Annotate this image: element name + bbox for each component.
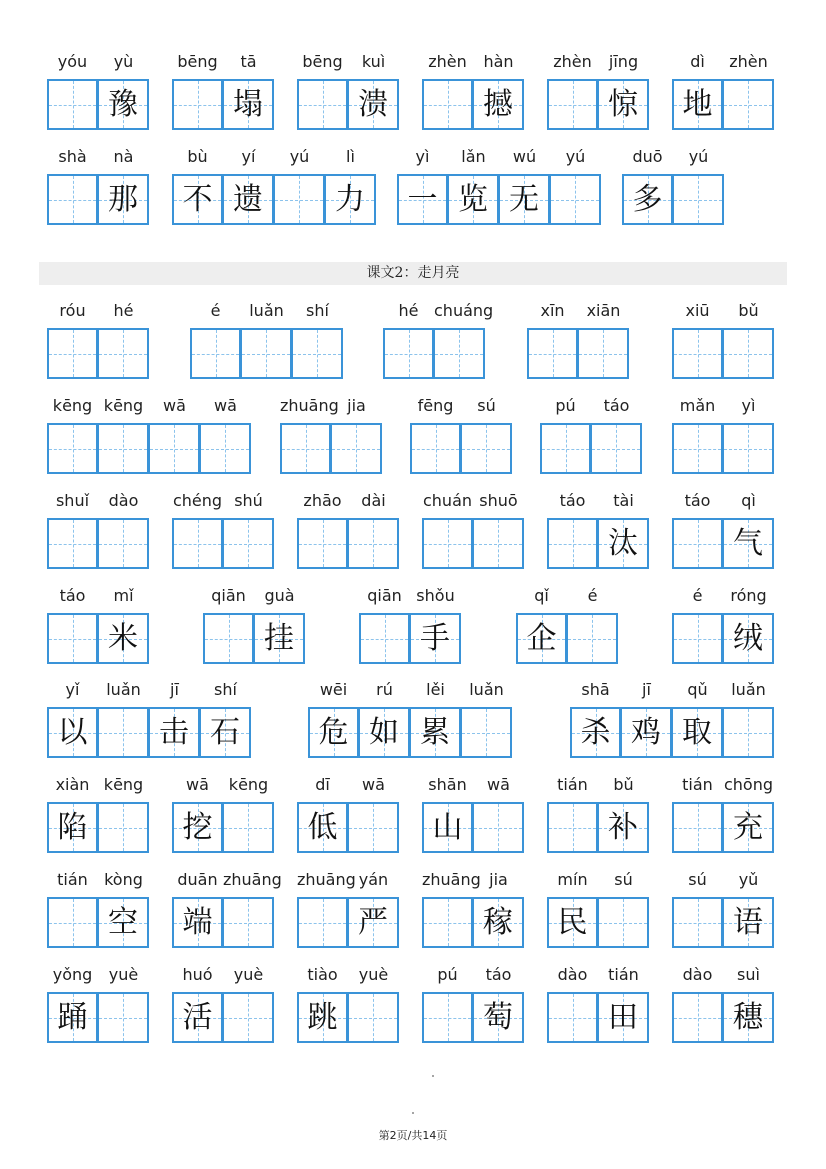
writing-cell-blank[interactable] [567,613,618,664]
writing-cell-blank[interactable] [359,613,410,664]
hanzi-character: 一 [407,181,438,217]
pinyin-label: é [210,301,221,320]
pinyin-label: xīn [540,301,565,320]
hanzi-character: 地 [682,86,713,122]
hanzi-character: 田 [608,999,638,1035]
pinyin-label: chōng [723,775,774,794]
hanzi-character: 多 [632,181,663,217]
writing-cell-blank[interactable] [331,423,382,474]
pinyin-label: jī [170,680,179,699]
pinyin-label: qǔ [687,680,708,699]
writing-cell-blank[interactable] [223,992,274,1043]
writing-cell-blank[interactable] [723,328,774,379]
pinyin-label: shuǐ [55,491,90,510]
pinyin-label: yóu [57,52,88,71]
pinyin-label: tā [240,52,257,71]
pinyin-label: róng [730,586,767,605]
writing-cell-blank[interactable] [672,328,723,379]
writing-cell-filled [422,802,473,853]
writing-cell-blank[interactable] [297,518,348,569]
pinyin-label: shuō [479,491,518,510]
writing-cell-blank[interactable] [422,897,473,948]
writing-cell-filled [672,707,723,758]
pinyin-label: dào [682,965,713,984]
pinyin-label: lǎn [461,147,486,166]
hanzi-character: 跳 [307,999,338,1035]
writing-cell-blank[interactable] [540,423,591,474]
hanzi-character: 萄 [483,999,513,1035]
writing-cell-blank[interactable] [383,328,434,379]
writing-cell-filled [723,992,774,1043]
writing-cell-blank[interactable] [461,423,512,474]
pinyin-label: xiàn [55,775,90,794]
pinyin-label: zhāo [303,491,342,510]
pinyin-label: xiū [685,301,710,320]
pinyin-label: huó [182,965,213,984]
pinyin-label: jia [347,396,366,415]
pinyin-label: luǎn [106,680,141,699]
hanzi-character: 稼 [483,904,513,940]
pinyin-label: táo [559,491,586,510]
writing-cell-blank[interactable] [47,897,98,948]
pinyin-label: rú [376,680,393,699]
writing-cell-filled [622,174,673,225]
pinyin-label: sú [477,396,496,415]
hanzi-character: 山 [432,809,463,845]
hanzi-character: 严 [358,904,388,940]
decorative-dot [432,1075,434,1077]
writing-cell-filled [499,174,550,225]
pinyin-label: shí [306,301,329,320]
pinyin-label: wā [362,775,385,794]
writing-cell-blank[interactable] [422,79,473,130]
hanzi-character: 不 [182,181,213,217]
pinyin-label: zhuāng [297,870,356,889]
writing-cell-filled [448,174,499,225]
hanzi-character: 豫 [108,86,138,122]
pinyin-label: yì [415,147,430,166]
pinyin-label: kēng [52,396,93,415]
pinyin-label: yǐ [65,680,80,699]
pinyin-label: bǔ [613,775,634,794]
pinyin-label: hé [398,301,419,320]
hanzi-character: 汰 [608,525,638,561]
hanzi-character: 手 [420,620,450,656]
writing-cell-blank[interactable] [47,174,98,225]
pinyin-label: wēi [319,680,348,699]
hanzi-character: 遗 [233,181,263,217]
pinyin-label: chuán [422,491,473,510]
writing-cell-filled [308,707,359,758]
pinyin-label: wú [512,147,537,166]
pinyin-label: bēng [302,52,343,71]
writing-cell-blank[interactable] [98,802,149,853]
writing-cell-blank[interactable] [473,518,524,569]
pinyin-label: mín [557,870,588,889]
pinyin-label: fēng [417,396,454,415]
pinyin-label: dào [108,491,139,510]
writing-cell-filled [47,802,98,853]
writing-cell-blank[interactable] [274,174,325,225]
pinyin-label: yì [741,396,756,415]
writing-cell-blank[interactable] [672,518,723,569]
hanzi-character: 充 [733,809,763,845]
pinyin-label: bù [187,147,208,166]
writing-cell-filled [598,518,649,569]
hanzi-character: 气 [733,525,763,561]
writing-cell-filled [47,707,98,758]
hanzi-character: 挂 [264,620,294,656]
hanzi-character: 绒 [733,620,763,656]
pinyin-label: róu [59,301,86,320]
pinyin-label: zhèn [428,52,467,71]
pinyin-label: bǔ [738,301,759,320]
writing-cell-blank[interactable] [47,518,98,569]
pinyin-label: wā [487,775,510,794]
writing-cell-blank[interactable] [203,613,254,664]
writing-cell-blank[interactable] [348,992,399,1043]
writing-cell-blank[interactable] [348,518,399,569]
hanzi-character: 空 [108,904,138,940]
writing-cell-filled [473,79,524,130]
writing-cell-filled [516,613,567,664]
hanzi-character: 端 [182,904,213,940]
writing-cell-blank[interactable] [591,423,642,474]
pinyin-label: é [692,586,703,605]
page-footer: 第2页/共14页 [378,1129,448,1142]
writing-cell-blank[interactable] [280,423,331,474]
writing-cell-filled [598,79,649,130]
hanzi-character: 如 [369,714,399,750]
decorative-dot [412,1112,414,1114]
hanzi-character: 危 [318,714,349,750]
writing-cell-blank[interactable] [672,992,723,1043]
pinyin-label: é [587,586,598,605]
writing-cell-blank[interactable] [98,328,149,379]
pinyin-label: kēng [103,396,144,415]
writing-cell-blank[interactable] [473,802,524,853]
writing-cell-filled [598,802,649,853]
hanzi-character: 无 [509,181,539,217]
section-heading: 课文2：走月亮 [39,262,787,285]
pinyin-label: yú [565,147,586,166]
hanzi-character: 企 [526,620,557,656]
pinyin-label: pú [437,965,458,984]
writing-cell-blank[interactable] [200,423,251,474]
writing-cell-filled [172,802,223,853]
pinyin-label: zhuāng [280,396,339,415]
writing-cell-filled [410,707,461,758]
writing-cell-filled [172,992,223,1043]
writing-cell-filled [723,802,774,853]
hanzi-character: 陷 [57,809,88,845]
pinyin-label: jīng [608,52,639,71]
writing-cell-blank[interactable] [241,328,292,379]
pinyin-label: yán [358,870,389,889]
writing-cell-blank[interactable] [297,897,348,948]
writing-cell-filled [359,707,410,758]
pinyin-label: shān [428,775,467,794]
pinyin-label: qiān [367,586,402,605]
hanzi-character: 杀 [580,714,611,750]
writing-cell-blank[interactable] [172,518,223,569]
hanzi-character: 民 [557,904,588,940]
writing-cell-blank[interactable] [223,897,274,948]
writing-cell-blank[interactable] [297,79,348,130]
pinyin-label: shà [58,147,87,166]
pinyin-label: zhuāng [422,870,481,889]
writing-cell-filled [397,174,448,225]
writing-cell-blank[interactable] [723,707,774,758]
pinyin-label: zhèn [553,52,592,71]
writing-cell-filled [570,707,621,758]
hanzi-character: 惊 [608,86,638,122]
pinyin-label: wā [186,775,209,794]
pinyin-label: mǎn [679,396,716,415]
writing-cell-blank[interactable] [348,802,399,853]
writing-cell-blank[interactable] [550,174,601,225]
pinyin-label: táo [603,396,630,415]
hanzi-character: 塌 [233,86,263,122]
pinyin-label: sú [614,870,633,889]
writing-cell-blank[interactable] [723,79,774,130]
writing-cell-filled [598,992,649,1043]
writing-cell-blank[interactable] [47,613,98,664]
hanzi-character: 语 [733,904,763,940]
pinyin-label: shǒu [416,586,455,605]
writing-cell-blank[interactable] [410,423,461,474]
writing-cell-filled [621,707,672,758]
hanzi-character: 那 [108,181,138,217]
writing-cell-filled [98,79,149,130]
pinyin-label: yuè [358,965,389,984]
pinyin-label: zhuāng [223,870,282,889]
pinyin-label: tián [682,775,713,794]
pinyin-label: bēng [177,52,218,71]
pinyin-label: yuè [108,965,139,984]
writing-cell-blank[interactable] [422,518,473,569]
hanzi-character: 挖 [182,809,213,845]
writing-cell-filled [223,174,274,225]
pinyin-label: sú [688,870,707,889]
writing-cell-filled [325,174,376,225]
pinyin-label: kēng [228,775,269,794]
pinyin-label: luǎn [249,301,284,320]
hanzi-character: 力 [335,181,365,217]
pinyin-label: luǎn [469,680,504,699]
pinyin-label: yǒng [52,965,93,984]
pinyin-label: táo [485,965,512,984]
writing-cell-blank[interactable] [47,423,98,474]
writing-cell-filled [723,518,774,569]
pinyin-label: xiān [586,301,621,320]
hanzi-character: 取 [682,714,712,750]
writing-cell-filled [473,992,524,1043]
writing-cell-filled [672,79,723,130]
writing-cell-blank[interactable] [461,707,512,758]
hanzi-character: 低 [307,809,338,845]
writing-cell-blank[interactable] [47,328,98,379]
writing-cell-filled [254,613,305,664]
pinyin-label: qì [741,491,756,510]
writing-cell-filled [200,707,251,758]
pinyin-label: nà [113,147,134,166]
hanzi-character: 击 [159,714,189,750]
writing-cell-blank[interactable] [672,613,723,664]
writing-cell-filled [410,613,461,664]
pinyin-label: pú [555,396,576,415]
pinyin-label: hé [113,301,134,320]
pinyin-label: chuáng [434,301,494,320]
writing-cell-blank[interactable] [422,992,473,1043]
writing-cell-blank[interactable] [98,518,149,569]
writing-cell-blank[interactable] [672,897,723,948]
writing-cell-blank[interactable] [547,79,598,130]
pinyin-label: tài [613,491,634,510]
pinyin-label: yù [113,52,134,71]
hanzi-character: 穗 [733,999,763,1035]
pinyin-label: luǎn [731,680,766,699]
writing-cell-filled [723,613,774,664]
writing-cell-blank[interactable] [527,328,578,379]
pinyin-label: dào [557,965,588,984]
writing-cell-blank[interactable] [672,802,723,853]
writing-cell-filled [98,613,149,664]
writing-cell-filled [297,992,348,1043]
hanzi-character: 累 [420,714,450,750]
writing-cell-blank[interactable] [672,423,723,474]
writing-cell-filled [223,79,274,130]
writing-cell-filled [348,897,399,948]
writing-cell-filled [98,174,149,225]
hanzi-character: 鸡 [631,714,661,750]
hanzi-character: 踊 [57,999,88,1035]
pinyin-label: dì [690,52,705,71]
pinyin-label: kuì [361,52,386,71]
pinyin-label: hàn [483,52,514,71]
pinyin-label: yǔ [738,870,759,889]
pinyin-label: mǐ [113,586,134,605]
pinyin-label: duān [177,870,218,889]
hanzi-character: 补 [608,809,638,845]
pinyin-label: qǐ [534,586,549,605]
pinyin-label: yú [289,147,310,166]
pinyin-label: yú [688,147,709,166]
writing-cell-filled [723,897,774,948]
pinyin-label: kēng [103,775,144,794]
hanzi-character: 以 [57,714,88,750]
writing-cell-filled [473,897,524,948]
pinyin-label: wā [163,396,186,415]
writing-cell-blank[interactable] [598,897,649,948]
writing-cell-blank[interactable] [98,707,149,758]
writing-cell-filled [172,897,223,948]
writing-cell-filled [172,174,223,225]
hanzi-character: 览 [458,181,488,217]
hanzi-character: 溃 [358,86,388,122]
pinyin-label: yuè [233,965,264,984]
writing-cell-blank[interactable] [98,992,149,1043]
pinyin-label: tián [57,870,88,889]
pinyin-label: dài [361,491,386,510]
writing-cell-blank[interactable] [578,328,629,379]
hanzi-character: 活 [182,999,213,1035]
pinyin-label: suì [737,965,760,984]
pinyin-label: jī [642,680,651,699]
pinyin-label: dī [315,775,330,794]
pinyin-label: tián [557,775,588,794]
pinyin-label: guà [264,586,295,605]
pinyin-label: tián [608,965,639,984]
writing-cell-blank[interactable] [149,423,200,474]
writing-cell-blank[interactable] [223,802,274,853]
writing-cell-filled [98,897,149,948]
writing-cell-blank[interactable] [434,328,485,379]
writing-cell-filled [348,79,399,130]
writing-cell-blank[interactable] [98,423,149,474]
pinyin-label: duō [632,147,663,166]
pinyin-label: táo [59,586,86,605]
pinyin-label: kòng [104,870,143,889]
writing-cell-blank[interactable] [292,328,343,379]
pinyin-label: lì [346,147,355,166]
writing-cell-blank[interactable] [172,79,223,130]
writing-cell-blank[interactable] [190,328,241,379]
hanzi-character: 米 [108,620,138,656]
pinyin-label: zhèn [729,52,768,71]
pinyin-label: lěi [426,680,445,699]
writing-cell-filled [149,707,200,758]
writing-cell-filled [297,802,348,853]
hanzi-character: 撼 [483,86,513,122]
writing-cell-blank[interactable] [547,992,598,1043]
pinyin-label: shā [581,680,610,699]
pinyin-label: tiào [307,965,338,984]
writing-cell-blank[interactable] [673,174,724,225]
writing-cell-blank[interactable] [47,79,98,130]
writing-cell-filled [547,897,598,948]
hanzi-character: 石 [210,714,240,750]
pinyin-label: táo [684,491,711,510]
writing-cell-filled [47,992,98,1043]
writing-cell-blank[interactable] [547,518,598,569]
writing-cell-blank[interactable] [547,802,598,853]
writing-cell-blank[interactable] [723,423,774,474]
pinyin-label: jia [489,870,508,889]
pinyin-label: shí [214,680,237,699]
writing-cell-blank[interactable] [223,518,274,569]
pinyin-label: yí [241,147,256,166]
pinyin-label: qiān [211,586,246,605]
pinyin-label: wā [214,396,237,415]
pinyin-label: shú [234,491,263,510]
pinyin-label: chéng [172,491,223,510]
